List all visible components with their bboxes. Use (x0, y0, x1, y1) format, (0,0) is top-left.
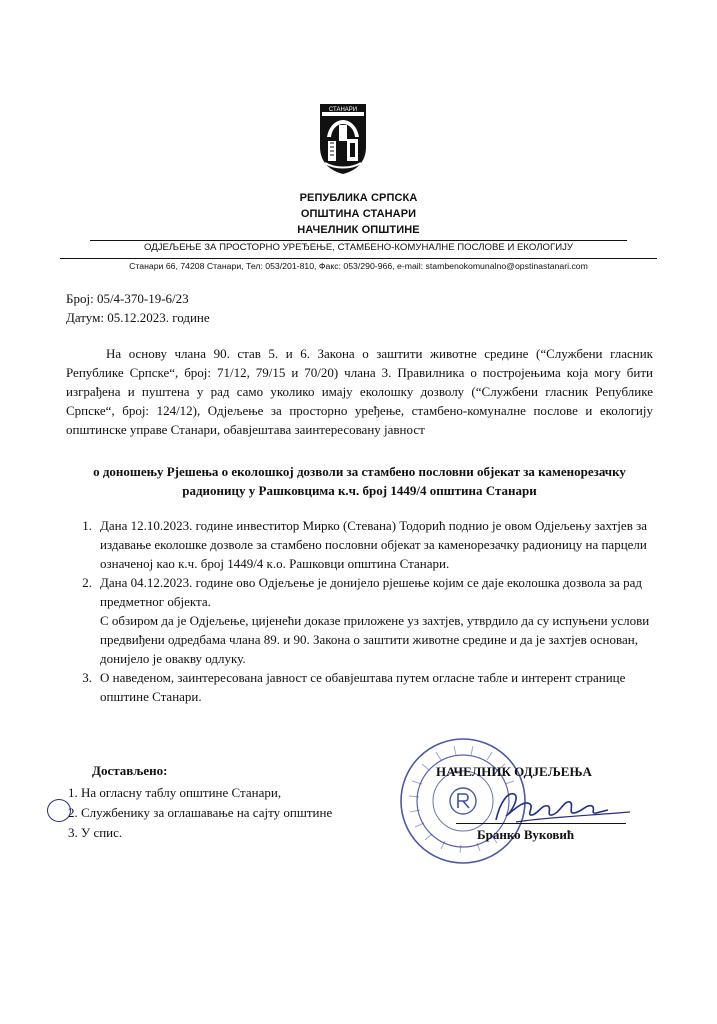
list-item-text: О наведеном, заинтересована јавност се обавјештава путем огласне табле и интерент странице општине Станари. (100, 670, 626, 704)
numbered-list (66, 516, 653, 706)
republic-name: РЕПУБЛИКА СРПСКА (299, 192, 418, 204)
department-name: ОДЈЕЉЕЊЕ ЗА ПРОСТОРНО УРЕЂЕЊЕ, СТАМБЕНО-КОМУНАЛНЕ ПОСЛОВЕ И ЕКОЛОГИЈУ (90, 240, 627, 254)
intro-paragraph: На основу члана 90. став 5. и 6. Закона о заштити животне средине (“Службени гласник Републике Српске“, број: 71/12, 79/15 и 70/20) члана 3. Правилника о постројењима која могу бити изграђена и пуштена у рад само уколико имају еколошку дозволу (“Службени гласник Републике Српске“, број: 124/12), Одјељење за просторно уређење, стамбено-комуналне послове и екологију општинске управе Станари, обавјештава заинтересовану јавност (66, 346, 653, 437)
list-item-number: 2. (82, 575, 92, 590)
municipality-name: ОПШТИНА СТАНАРИ (300, 208, 417, 220)
delivery-item: 2. Службенику за оглашавање на сајту општине (68, 805, 333, 820)
svg-text:СТАНАРИ: СТАНАРИ (328, 107, 358, 113)
signatory-title: НАЧЕЛНИК ОДЈЕЉЕЊА (436, 764, 592, 779)
delivery-item: 3. У спис. (68, 825, 123, 840)
handwritten-circle-mark (47, 799, 71, 822)
handwritten-signature-icon (490, 782, 640, 832)
list-item-text: Дана 12.10.2023. године инвеститор Мирко (Стевана) Тодорић поднио је овом Одјељењу захтјев за издавање еколошке дозволе за стамбено пословни објекат за каменорезачку радионицу на парцели означеној као к.ч. број 1449/4 к.о. Рашковци општина Станари. (100, 518, 647, 571)
document-date: Датум: 05.12.2023. године (66, 310, 210, 325)
letterhead (0, 190, 717, 238)
contact-info: Станари 66, 74208 Станари, Тел: 053/201-810, Факс: 053/290-966, e-mail: stambenokomunalno@opstinastanari.com (60, 258, 657, 272)
list-item-text: Дана 04.12.2023. године ово Одјељење је донијело рјешење којим се даје еколошка дозвола за рад предметног објекта. (100, 575, 643, 609)
delivery-title: Достављено: (92, 763, 168, 778)
office-name: НАЧЕЛНИК ОПШТИНЕ (297, 224, 420, 236)
list-item (66, 573, 653, 668)
list-item-number: 1. (82, 518, 92, 533)
signature-line (456, 823, 626, 824)
list-item (66, 516, 653, 573)
delivery-item: 1. На огласну таблу општине Станари, (68, 785, 282, 800)
list-item-number: 3. (82, 670, 92, 685)
list-item (66, 668, 653, 706)
delivery-list (68, 783, 332, 843)
subject-heading: о доношењу Рјешења о еколошкој дозволи за стамбено пословни објекат за каменорезачку радионицу у Рашковцима к.ч. број 1449/4 општина Станари (93, 464, 626, 498)
signatory-name: Бранко Вуковић (477, 827, 575, 842)
list-item-text-continued: С обзиром да је Одјељење, цијенећи доказе приложене уз захтјев, утврдило да су испуњени услови предвиђени одредбама члана 89. и 90. Закона о заштити животне средине и да је захтјев основан, донијело је овакву одлуку. (100, 613, 650, 666)
document-number: Број: 05/4-370-19-6/23 (66, 291, 189, 306)
coat-of-arms-icon (319, 103, 367, 175)
